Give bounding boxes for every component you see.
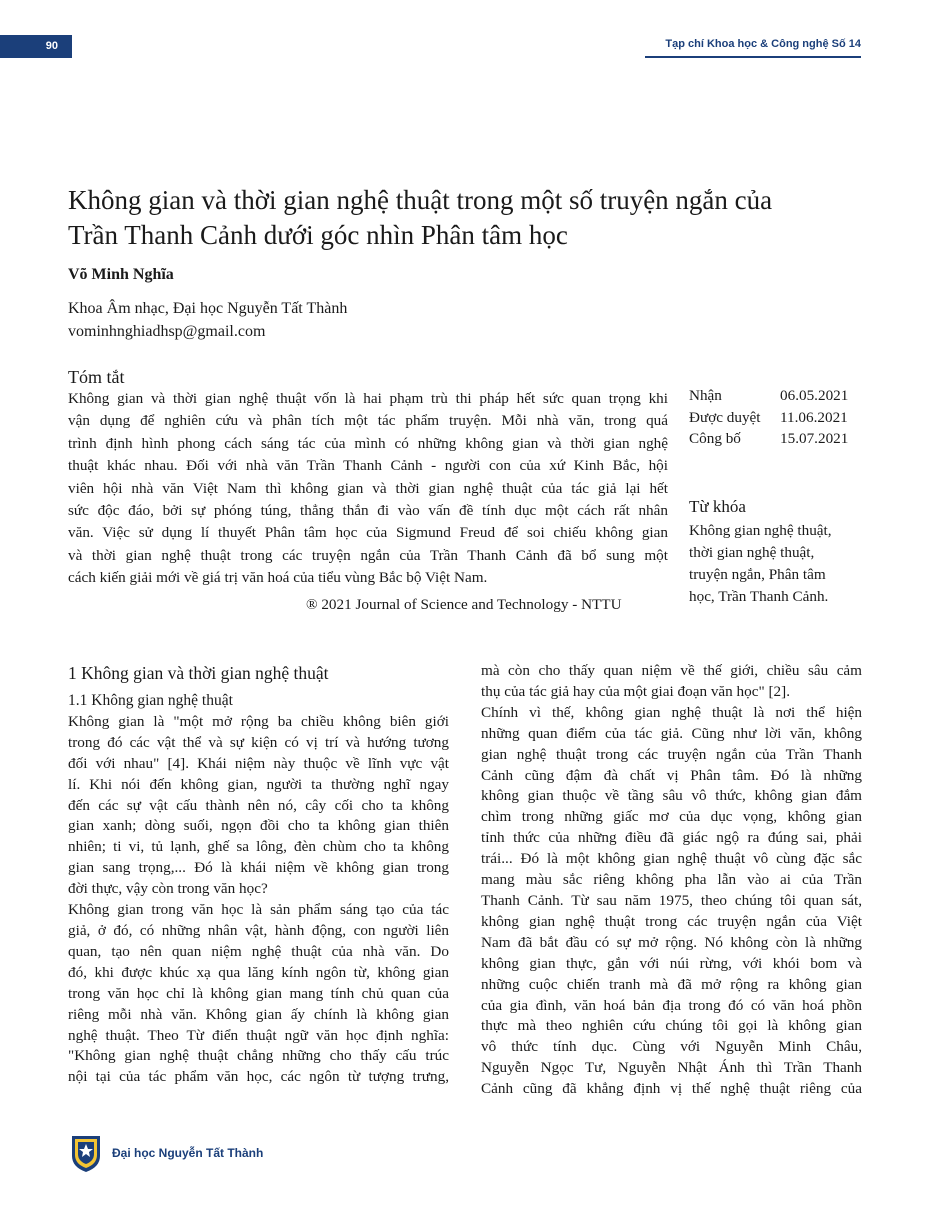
header-rule: [645, 56, 861, 58]
body-line: thực mà theo nghiên cứu chúng tôi gọi là không gian: [481, 1017, 862, 1035]
abstract-line: vận dụng để nghiên cứu và phân tích một tác phẩm truyện. Mỗi nhà văn, trong quá: [68, 412, 668, 430]
body-line: những cuộc chiến tranh mà đã mở rộng ra không gian: [481, 975, 862, 993]
abstract-line: viên hội nhà văn Việt Nam thì không gian và thời gian nghệ thuật của tác giả lại hết: [68, 479, 668, 497]
body-line: vô thức tính dục. Cùng với Nguyễn Minh Châu,: [481, 1038, 862, 1056]
body-line: giả, ở đó, có những nhân vật, hành động, con người liên: [68, 921, 449, 939]
abstract-body: [68, 388, 668, 590]
title-line: Trần Thanh Cảnh dưới góc nhìn Phân tâm học: [68, 220, 568, 250]
affiliation-block: [68, 297, 347, 343]
article-title: [68, 183, 868, 253]
abstract-line: và thời gian nghệ thuật trong các truyện ngắn của Trần Thanh Cảnh đã bổ sung một: [68, 546, 668, 564]
journal-name: Tạp chí Khoa học & Công nghệ Số 14: [665, 38, 861, 50]
footer-institution: Đại học Nguyễn Tất Thành: [112, 1146, 264, 1160]
body-line: chìm trong những giấc mơ của dục vọng, không gian: [481, 808, 862, 826]
section-1-heading: 1 Không gian và thời gian nghệ thuật: [68, 663, 329, 683]
page-number: 90: [0, 35, 72, 58]
published-label: Công bố: [689, 430, 741, 447]
page-footer: [70, 1133, 263, 1173]
accepted-label: Được duyệt: [689, 408, 761, 426]
body-line: mà còn cho thấy quan niệm về thế giới, chiều sâu cảm: [481, 662, 862, 679]
body-line: trong đó các vật thể và sự kiện có vị trí và hướng tương: [68, 733, 449, 751]
body-line: đến các sự vật cấu thành nên nó, cây cối cho ta không: [68, 796, 449, 814]
body-line: những quan điểm của tác giả. Cũng như lời văn, không: [481, 724, 862, 742]
subsection-1-1-heading: 1.1 Không gian nghệ thuật: [68, 692, 233, 709]
abstract-line: cách kiến giải mới về giá trị văn hoá của tiểu vùng Bắc bộ Việt Nam.: [68, 569, 488, 587]
body-line: Nguyễn Ngọc Tư, Nguyễn Nhật Ánh thì Trần Thanh: [481, 1059, 862, 1077]
body-line: trong văn học chỉ là không gian mang tính chủ quan của: [68, 984, 449, 1002]
body-line: Cảnh cũng đậm đà chất vị Phân tâm. Đó là những: [481, 766, 862, 784]
keywords-line: truyện ngắn, Phân tâm: [689, 566, 826, 583]
body-line: Cảnh cũng đã khẳng định vị thế nghệ thuật riêng của: [481, 1080, 862, 1098]
body-line: đời thực, vậy còn trong văn học?: [68, 880, 268, 898]
body-line: đối với nhau" [4]. Khái niệm này thuộc về lĩnh vực vật: [68, 754, 449, 772]
copyright-notice: ® 2021 Journal of Science and Technology - NTTU: [306, 596, 622, 613]
body-line: không gian thuộc về tầng sâu vô thức, không gian đắm: [481, 787, 862, 805]
keywords-line: thời gian nghệ thuật,: [689, 544, 815, 561]
body-line: Không gian là "một mở rộng ba chiều không biên giới: [68, 712, 449, 730]
received-label: Nhận: [689, 387, 722, 404]
body-line: nhiên; ti vi, tủ lạnh, ghế sa lông, đèn chùm cho ta không: [68, 838, 449, 856]
body-line: gian xanh; dòng suối, ngọn đồi cho ta không gian thiên: [68, 817, 449, 835]
published-date: 15.07.2021: [780, 430, 849, 447]
body-line: mang màu sắc riêng không pha lẫn vào ai của Trần: [481, 871, 862, 889]
body-line: quan, tạo nên quan niệm nghệ thuật của nhà văn. Do: [68, 942, 449, 960]
body-right-column: [481, 661, 862, 1100]
body-left-column: [68, 691, 449, 1088]
body-line: Thanh Cảnh. Từ sau năm 1975, theo chúng tôi quan sát,: [481, 891, 862, 909]
abstract-line: thuật khác nhau. Đối với nhà văn Trần Thanh Cảnh - người con của xứ Kinh Bắc, hội: [68, 457, 668, 475]
abstract-line: sức độc đáo, bởi sự phóng túng, thẳng thắn đi vào vấn đề tính dục một cách rất nhân: [68, 502, 668, 520]
body-line: nghệ thuật. Theo Từ điển thuật ngữ văn học định nghĩa:: [68, 1026, 449, 1044]
body-line: gian nghệ thuật trong các truyện ngắn của Trần Thanh: [481, 745, 862, 763]
keywords-line: Không gian nghệ thuật,: [689, 522, 832, 539]
body-line: trái... Đó là một không gian nghệ thuật vô cùng đặc sắc: [481, 850, 862, 868]
body-line: lí. Khi nói đến không gian, người ta thường nghĩ ngay: [68, 775, 449, 793]
body-line: đó, khi được khúc xạ qua lăng kính ngôn từ, không gian: [68, 963, 449, 981]
abstract-line: Không gian và thời gian nghệ thuật vốn là hai phạm trù thi pháp hết sức quan trọng khi: [68, 390, 668, 407]
received-date: 06.05.2021: [780, 387, 849, 404]
keywords-heading: Từ khóa: [689, 497, 746, 516]
body-line: không gian nghệ thuật trong các truyện ngắn của Việt: [481, 912, 862, 930]
accepted-date-row: [689, 407, 848, 429]
body-line: Chính vì thế, không gian nghệ thuật là nơi thể hiện: [481, 703, 862, 721]
body-line: không gian thực, gắn với núi rừng, với khói bom và: [481, 954, 862, 972]
keywords-line: học, Trần Thanh Cảnh.: [689, 588, 829, 605]
body-line: tỉnh thức của những điều đã giác ngộ ra đúng sai, phải: [481, 829, 862, 847]
keywords-list: [689, 520, 832, 608]
body-line: riêng mỗi nhà văn. Không gian ấy chính là không gian: [68, 1005, 449, 1023]
abstract-heading: Tóm tắt: [68, 367, 125, 387]
body-line: gian sang trọng,... Đó là khái niệm về không gian trong: [68, 859, 449, 877]
body-line: Nam đã bắt đầu có sự mở rộng. Nó không còn là những: [481, 933, 862, 951]
body-line: của gia đình, văn hoá bản địa trong đó có văn hoá phồn: [481, 996, 862, 1014]
body-line: nội tại của tác phẩm văn học, các ngôn từ tượng trưng,: [68, 1068, 449, 1086]
affiliation: Khoa Âm nhạc, Đại học Nguyễn Tất Thành: [68, 300, 348, 317]
body-line: "Không gian nghệ thuật chẳng những cho thấy cấu trúc: [68, 1047, 449, 1065]
body-line: thụ của tác giả hay của một giai đoạn văn học" [2].: [481, 682, 790, 700]
title-line: Không gian và thời gian nghệ thuật trong một số truyện ngắn của: [68, 185, 773, 215]
author-email[interactable]: vominhnghiadhsp@gmail.com: [68, 323, 266, 340]
author-name: Võ Minh Nghĩa: [68, 266, 174, 283]
abstract-line: văn. Việc sử dụng lí thuyết Phân tâm học của Sigmund Freud để soi chiếu không gian: [68, 524, 668, 542]
article-dates: [689, 385, 848, 450]
body-line: Không gian trong văn học là sản phẩm sáng tạo của tác: [68, 901, 449, 919]
accepted-date: 11.06.2021: [780, 408, 848, 426]
abstract-line: trình định hình phong cách sáng tác của mình có những không gian và thời gian nghệ: [68, 434, 668, 452]
university-logo-icon: [70, 1133, 102, 1173]
published-date-row: [689, 428, 848, 450]
received-date-row: [689, 385, 848, 407]
